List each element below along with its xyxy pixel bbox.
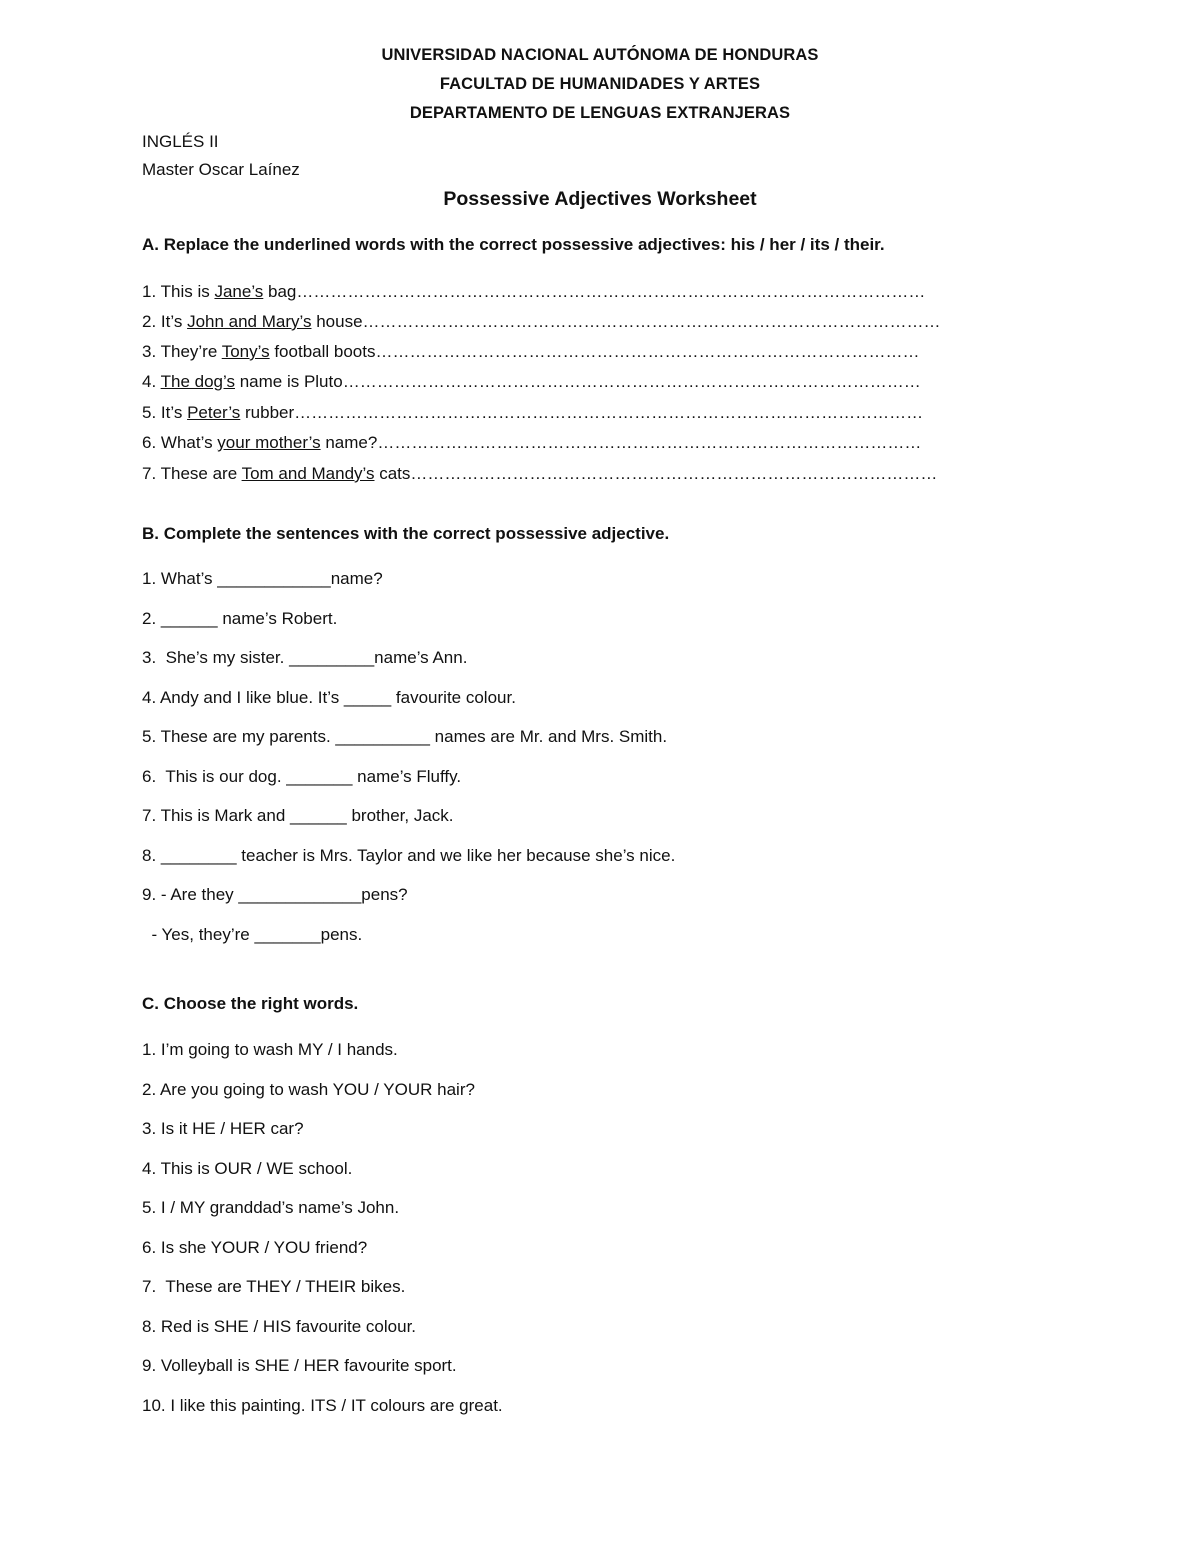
section-a-item: 3. They’re Tony’s football boots…………………………………………………………………………………… — [142, 342, 920, 361]
faculty-name: FACULTAD DE HUMANIDADES Y ARTES — [439, 75, 761, 93]
section-b-item: 7. This is Mark and ______ brother, Jack. — [142, 806, 454, 825]
section-c-item: 5. I / MY granddad’s name’s John. — [142, 1198, 400, 1217]
university-name: UNIVERSIDAD NACIONAL AUTÓNOMA DE HONDURAS — [381, 46, 819, 64]
section-a-item: 1. This is Jane’s bag………………………………………………………………………………………………… — [142, 282, 926, 301]
section-b-item: - Yes, they’re _______pens. — [142, 925, 363, 944]
section-c-item: 9. Volleyball is SHE / HER favourite sport. — [142, 1356, 457, 1375]
section-b-item: 1. What’s ____________name? — [142, 569, 383, 588]
section-a-item: 5. It’s Peter’s rubber………………………………………………………………………………………………… — [142, 403, 924, 422]
section-c-item: 1. I’m going to wash MY / I hands. — [142, 1040, 398, 1059]
section-c-item: 2. Are you going to wash YOU / YOUR hair? — [142, 1080, 475, 1099]
section-b-item: 5. These are my parents. __________ names are Mr. and Mrs. Smith. — [142, 727, 668, 746]
worksheet-title: Possessive Adjectives Worksheet — [443, 188, 757, 210]
section-b-item: 9. - Are they _____________pens? — [142, 885, 408, 904]
section-c-item: 4. This is OUR / WE school. — [142, 1159, 353, 1178]
section-c-item: 8. Red is SHE / HIS favourite colour. — [142, 1317, 417, 1336]
course-name: INGLÉS II — [142, 132, 219, 151]
section-b-item: 3. She’s my sister. _________name’s Ann. — [142, 648, 468, 667]
teacher-name: Master Oscar Laínez — [142, 160, 300, 179]
section-a-instruction: A. Replace the underlined words with the correct possessive adjectives: his / her / its / their. — [142, 235, 885, 254]
section-a-item: 7. These are Tom and Mandy’s cats………………………………………………………………………………… — [142, 464, 938, 483]
section-c-item: 3. Is it HE / HER car? — [142, 1119, 304, 1138]
section-b-item: 8. ________ teacher is Mrs. Taylor and we like her because she’s nice. — [142, 846, 676, 865]
section-b-instruction: B. Complete the sentences with the correct possessive adjective. — [142, 524, 670, 543]
section-b-item: 6. This is our dog. _______ name’s Fluffy. — [142, 767, 462, 786]
section-a-item: 2. It’s John and Mary’s house………………………………………………………………………………………… — [142, 312, 941, 331]
section-b-item: 4. Andy and I like blue. It’s _____ favourite colour. — [142, 688, 516, 707]
department-name: DEPARTAMENTO DE LENGUAS EXTRANJERAS — [409, 104, 791, 122]
section-a-item: 6. What’s your mother’s name?…………………………………………………………………………………… — [142, 433, 922, 452]
section-c-instruction: C. Choose the right words. — [142, 994, 359, 1013]
section-c-item: 7. These are THEY / THEIR bikes. — [142, 1277, 406, 1296]
section-b-item: 2. ______ name’s Robert. — [142, 609, 338, 628]
section-c-item: 6. Is she YOUR / YOU friend? — [142, 1238, 368, 1257]
section-c-item: 10. I like this painting. ITS / IT colours are great. — [142, 1396, 503, 1415]
section-a-item: 4. The dog’s name is Pluto………………………………………………………………………………………… — [142, 372, 921, 391]
